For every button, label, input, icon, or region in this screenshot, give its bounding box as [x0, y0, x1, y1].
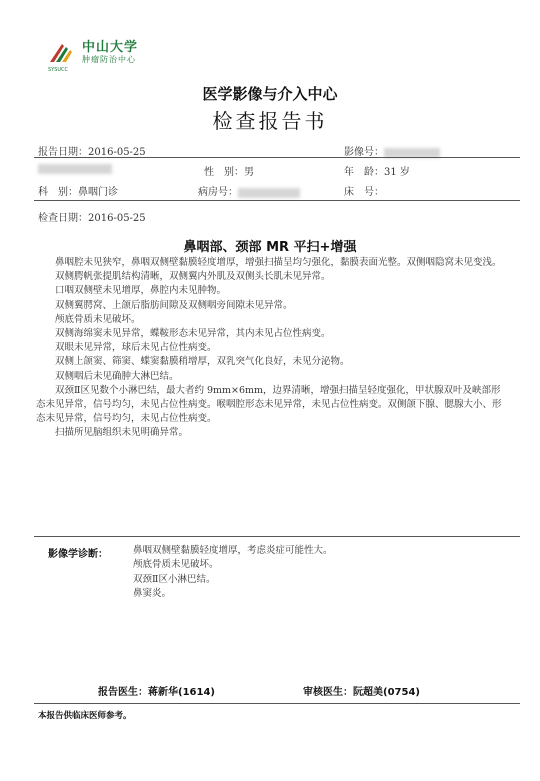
- exam-date-value: 2016-05-25: [88, 213, 146, 224]
- age-value: 31 岁: [384, 167, 410, 178]
- footer-divider: [34, 703, 520, 704]
- ward-label: 病房号：: [198, 187, 238, 198]
- exam-date-label: 检查日期：: [38, 213, 88, 224]
- image-number-label: 影像号：: [344, 147, 384, 158]
- diagnosis-item: 双颈Ⅱ区小淋巴结。: [133, 573, 216, 585]
- finding-paragraph: 双侧海绵窦未见异常，蝶鞍形态未见异常，其内未见占位性病变。: [55, 328, 331, 340]
- logo-name: 中山大学: [82, 40, 139, 55]
- finding-paragraph: 口咽双侧壁未见增厚，鼻腔内未见肿物。: [55, 285, 227, 297]
- exam-title: 鼻咽部、颈部 MR 平扫+增强: [183, 240, 357, 255]
- diagnosis-divider: [34, 536, 520, 537]
- findings-section: [36, 256, 502, 441]
- finding-paragraph: 扫描所见脑组织未见明确异常。: [55, 427, 189, 439]
- redacted-patient-name: [38, 164, 112, 174]
- logo-english: SYSUCC: [48, 67, 69, 73]
- diagnosis-item: 鼻咽双侧壁黏膜轻度增厚，考虑炎症可能性大。: [133, 545, 333, 556]
- department-field: [38, 183, 118, 198]
- ward-field: [198, 183, 300, 198]
- department-value: 鼻咽门诊: [78, 187, 118, 198]
- report-date-label: 报告日期：: [38, 147, 88, 158]
- footer-note: 本报告供临床医师参考。: [38, 711, 132, 721]
- redacted-ward-number: [238, 188, 300, 198]
- finding-paragraph: 双侧腭帆张提肌结构清晰，双侧翼内外肌及双侧头长肌未见异常。: [55, 271, 331, 283]
- finding-paragraph: 双侧翼腭窝、上颌后脂肪间隙及双侧咽旁间隙未见异常。: [55, 299, 293, 311]
- finding-paragraph: 鼻咽腔未见狭窄，鼻咽双侧壁黏膜轻度增厚，增强扫描呈均匀强化，黏膜表面光整。双侧咽隐窝未见变浅。: [55, 257, 502, 268]
- bed-label: 床 号：: [344, 187, 384, 198]
- bed-field: [344, 183, 384, 198]
- diagnosis-list: [133, 544, 333, 602]
- reporting-doctor: 报告医生：蒋新华(1614): [98, 687, 215, 698]
- age-field: [344, 163, 410, 178]
- header-divider: [34, 157, 520, 158]
- image-number: [344, 143, 440, 158]
- gender-label: 性 别：: [204, 167, 244, 178]
- finding-paragraph: 颅底骨质未见破坏。: [55, 313, 141, 325]
- diagnosis-label: 影像学诊断：: [48, 549, 108, 560]
- finding-paragraph: 双眼未见异常，球后未见占位性病变。: [55, 342, 217, 354]
- exam-date: [38, 209, 146, 224]
- report-date: [38, 143, 146, 158]
- logo-subtitle: 肿瘤防治中心: [82, 55, 136, 64]
- finding-paragraph: 双侧上颌窦、筛窦、蝶窦黏膜稍增厚，双乳突气化良好，未见分泌物。: [55, 356, 350, 368]
- diagnosis-item: 颅底骨质未见破坏。: [133, 559, 219, 571]
- reviewing-doctor: 审核医生：阮超美(0754): [303, 687, 420, 698]
- department-label: 科 别：: [38, 187, 78, 198]
- finding-paragraph: 双侧咽后未见确肿大淋巴结。: [55, 370, 179, 382]
- gender-value: 男: [244, 167, 254, 178]
- report-date-value: 2016-05-25: [88, 147, 146, 158]
- patient-name: [38, 163, 112, 174]
- diagnosis-item: 鼻窦炎。: [133, 588, 172, 600]
- info-divider: [34, 200, 520, 201]
- hospital-logo: [48, 34, 158, 74]
- department-title: 医学影像与介入中心: [202, 85, 338, 103]
- gender-field: [204, 163, 254, 178]
- hospital-emblem-icon: [48, 38, 78, 68]
- document-title: 检查报告书: [212, 109, 328, 133]
- age-label: 年 龄：: [344, 167, 384, 178]
- finding-paragraph: 双颈Ⅱ区见数个小淋巴结，最大者约 9mm×6mm，边界清晰，增强扫描呈轻度强化，甲状腺双叶及峡部形态未见异常，信号均匀，未见占位性病变。喉咽腔形态未见异常，未见占位性病变。双侧颌下腺、腮腺大小、形态未见异常，信号均匀，未见占位性病变。: [36, 384, 502, 425]
- redacted-image-number: [384, 148, 440, 158]
